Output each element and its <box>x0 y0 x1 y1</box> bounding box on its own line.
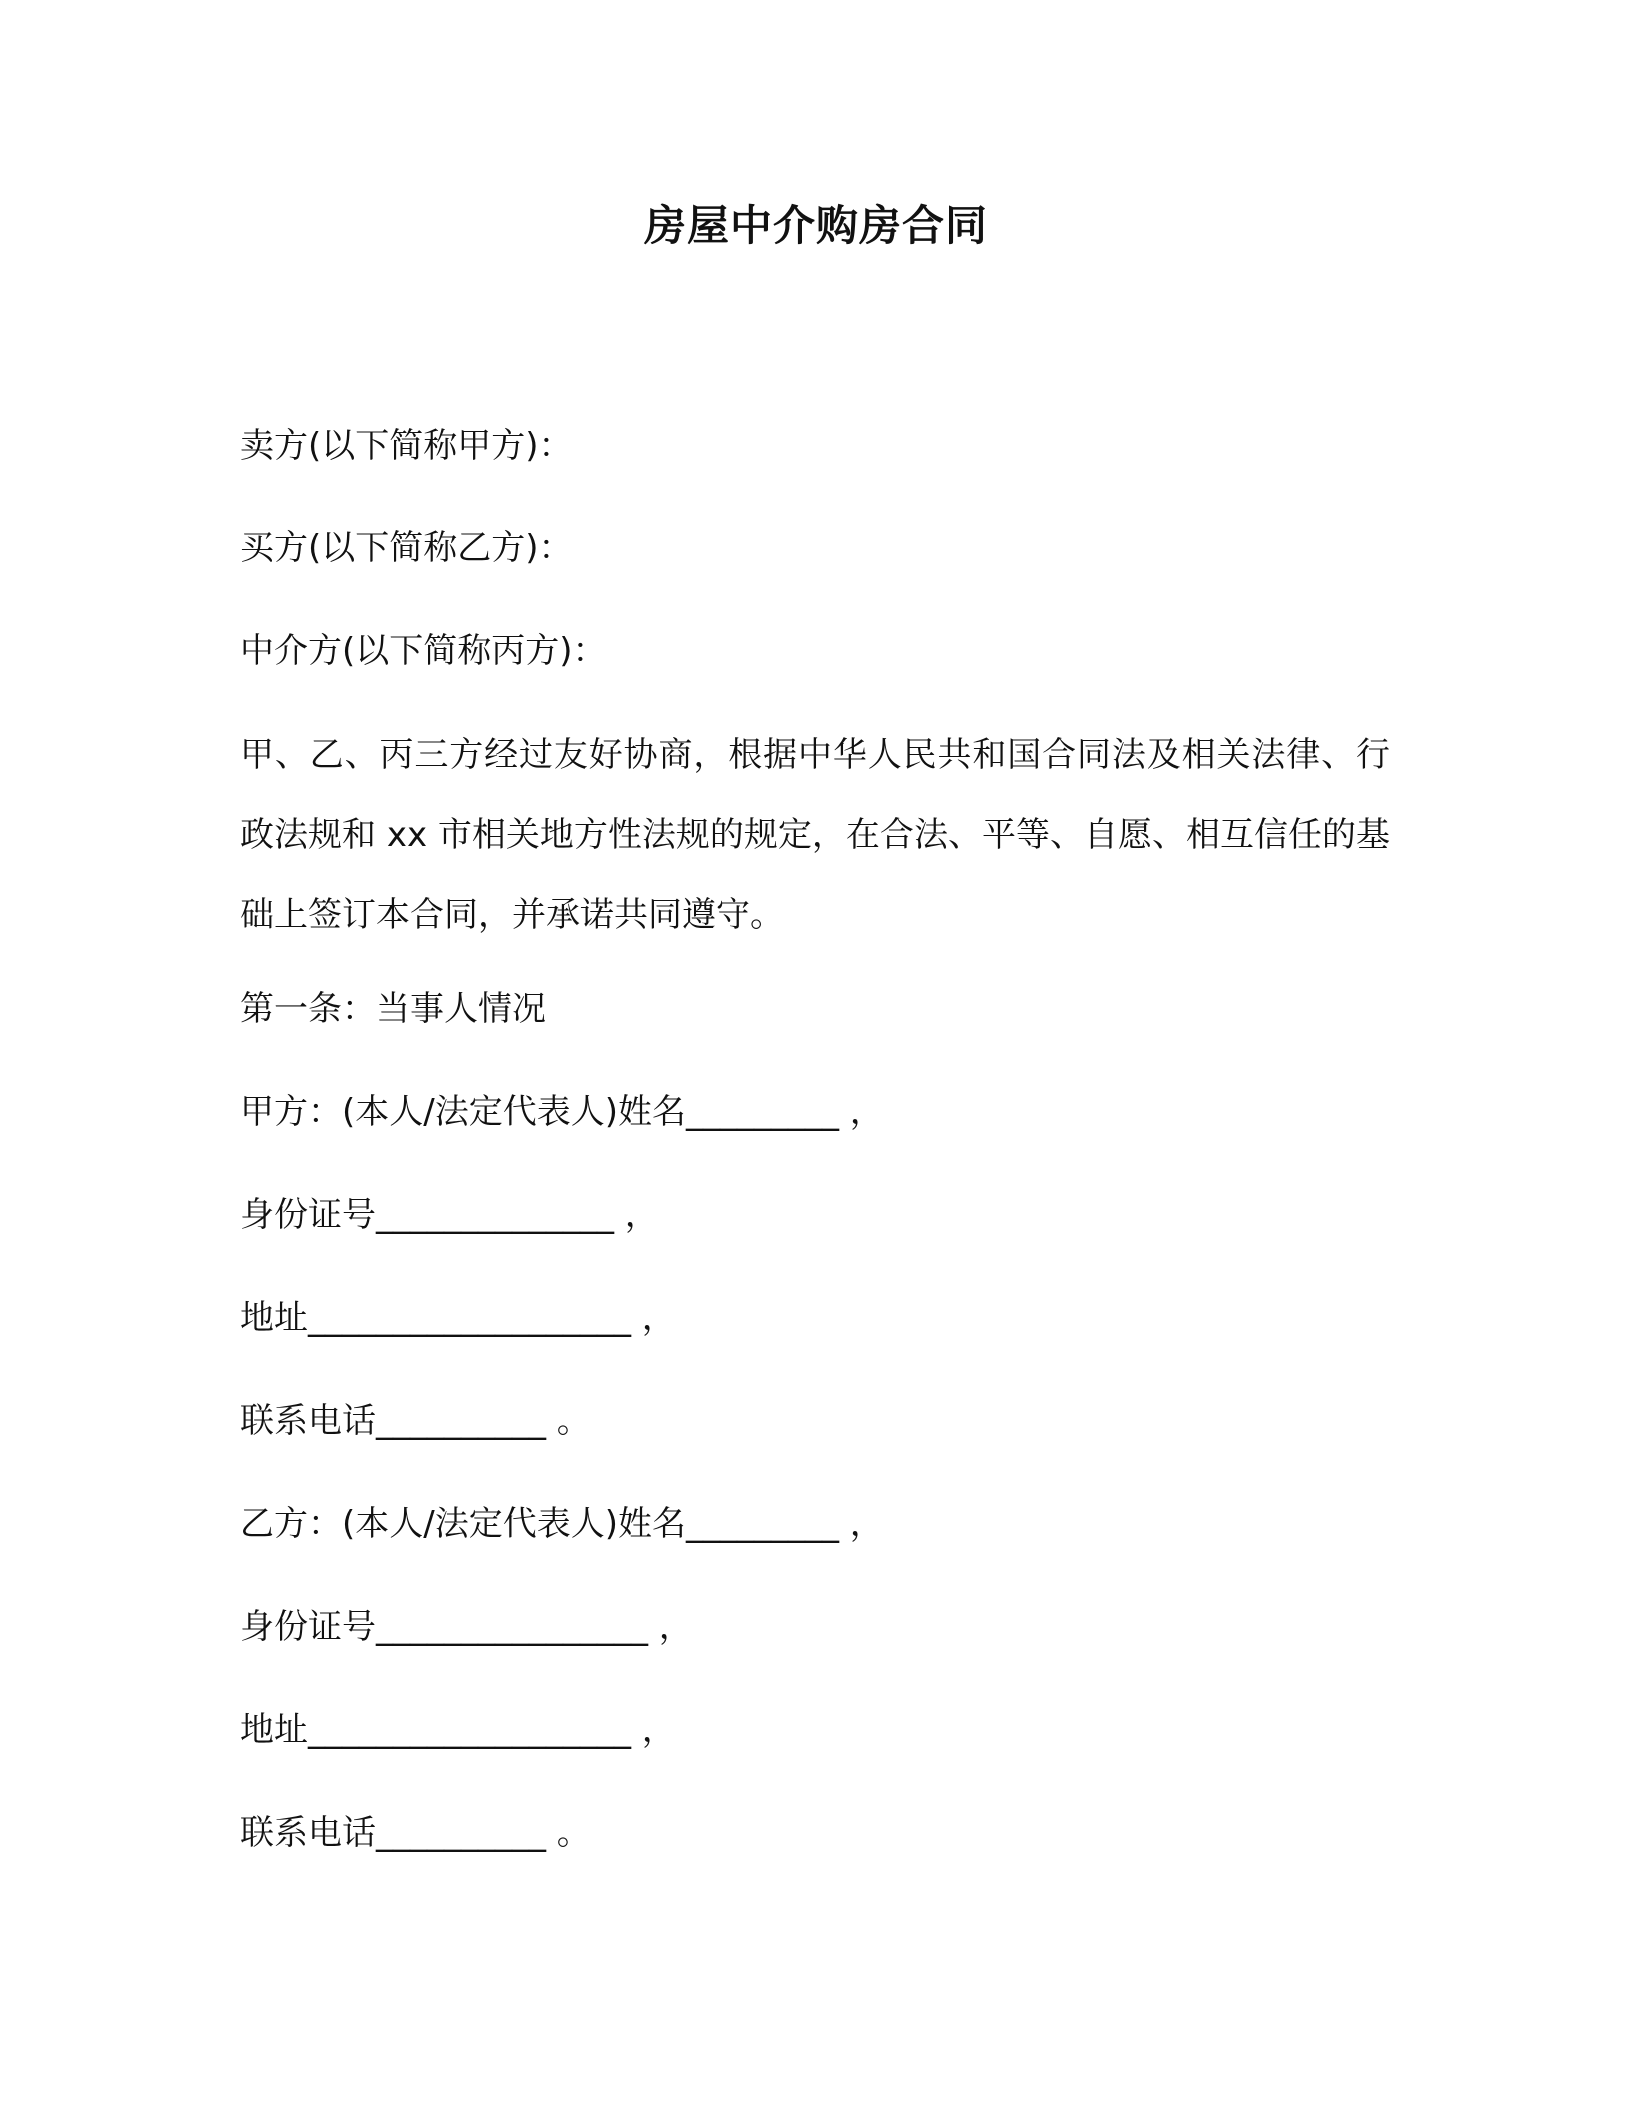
party-a-address-line: 地址___________________ ， <box>240 1298 676 1338</box>
article-1-heading: 第一条：当事人情况 <box>240 989 546 1029</box>
party-a-name-line: 甲方：(本人/法定代表人)姓名_________ ， <box>240 1092 884 1132</box>
party-b-id-line: 身份证号________________ ， <box>240 1607 693 1647</box>
buyer-line: 买方(以下简称乙方)： <box>240 528 573 568</box>
seller-line: 卖方(以下简称甲方)： <box>240 426 573 466</box>
document-title: 房屋中介购房合同 <box>643 201 988 250</box>
preamble-paragraph: 甲、乙、丙三方经过友好协商，根据中华人民共和国合同法及相关法律、行政法规和 xx 市相关地方性法规的规定，在合法、平等、自愿、相互信任的基础上签订本合同，并承诺共同遵守。 <box>240 735 1390 935</box>
agent-line: 中介方(以下简称丙方)： <box>240 631 607 671</box>
party-a-phone-line: 联系电话__________ 。 <box>240 1401 591 1441</box>
party-b-name-line: 乙方：(本人/法定代表人)姓名_________ ， <box>240 1504 884 1544</box>
party-a-id-line: 身份证号______________ ， <box>240 1195 659 1235</box>
party-b-address-line: 地址___________________ ， <box>240 1710 676 1750</box>
party-b-phone-line: 联系电话__________ 。 <box>240 1813 591 1853</box>
